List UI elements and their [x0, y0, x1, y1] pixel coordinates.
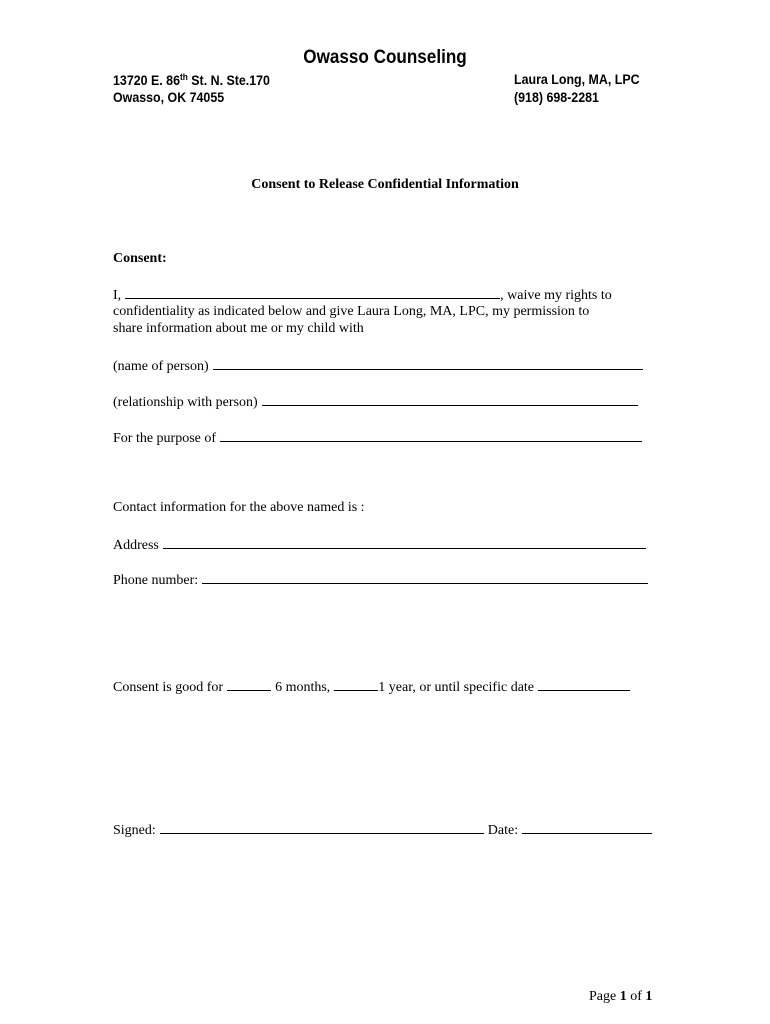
consent-line-1-prefix: I,	[113, 288, 122, 303]
name-of-person-row	[113, 357, 643, 375]
client-name-field[interactable]	[125, 286, 500, 299]
signed-label: Signed:	[113, 823, 156, 838]
phone-label: Phone number:	[113, 573, 199, 588]
duration-row	[113, 678, 630, 696]
address-row	[113, 536, 646, 554]
name-of-person-field[interactable]	[213, 357, 643, 370]
phone-row	[113, 571, 648, 589]
signature-row	[113, 821, 652, 839]
consent-line-1-suffix: , waive my rights to	[500, 288, 612, 303]
relationship-field[interactable]	[262, 393, 638, 406]
relationship-row	[113, 393, 638, 411]
page-word: Page	[589, 989, 617, 1004]
provider-name: Laura Long, MA, LPC	[514, 72, 640, 87]
signature-field[interactable]	[160, 821, 484, 834]
purpose-label: For the purpose of	[113, 431, 217, 446]
date-field[interactable]	[522, 821, 652, 834]
relationship-label: (relationship with person)	[113, 395, 258, 410]
consent-heading: Consent:	[113, 251, 167, 266]
contact-heading: Contact information for the above named is :	[113, 500, 365, 515]
specific-date-field[interactable]	[538, 678, 630, 691]
six-months-label: 6 months,	[275, 680, 331, 695]
address-line-2: Owasso, OK 74055	[113, 90, 225, 105]
purpose-row	[113, 429, 642, 447]
date-label: Date:	[487, 823, 519, 838]
six-months-field[interactable]	[227, 678, 271, 691]
provider-phone: (918) 698-2281	[514, 90, 599, 105]
consent-line-1	[113, 286, 612, 304]
consent-line-2: confidentiality as indicated below and give Laura Long, MA, LPC, my permission to	[113, 304, 590, 319]
form-title: Consent to Release Confidential Information	[251, 177, 519, 192]
address-label: Address	[113, 538, 159, 553]
duration-prefix: Consent is good for	[113, 680, 224, 695]
organization-name: Owasso Counseling	[303, 47, 467, 68]
one-year-field[interactable]	[334, 678, 378, 691]
page-total: 1	[645, 989, 653, 1004]
address-line-1-end: St. N. Ste.170	[187, 73, 270, 88]
phone-field[interactable]	[202, 571, 648, 584]
page-number	[589, 989, 652, 1005]
page-current: 1	[619, 989, 627, 1004]
name-of-person-label: (name of person)	[113, 359, 209, 374]
purpose-field[interactable]	[220, 429, 642, 442]
consent-line-3: share information about me or my child with	[113, 321, 364, 336]
address-line-1	[113, 72, 270, 88]
address-line-1-start: 13720 E. 86	[113, 73, 181, 88]
address-field[interactable]	[163, 536, 646, 549]
page-of: of	[630, 989, 642, 1004]
address-ordinal-suffix: th	[180, 72, 188, 82]
one-year-label: 1 year, or until specific date	[378, 680, 535, 695]
